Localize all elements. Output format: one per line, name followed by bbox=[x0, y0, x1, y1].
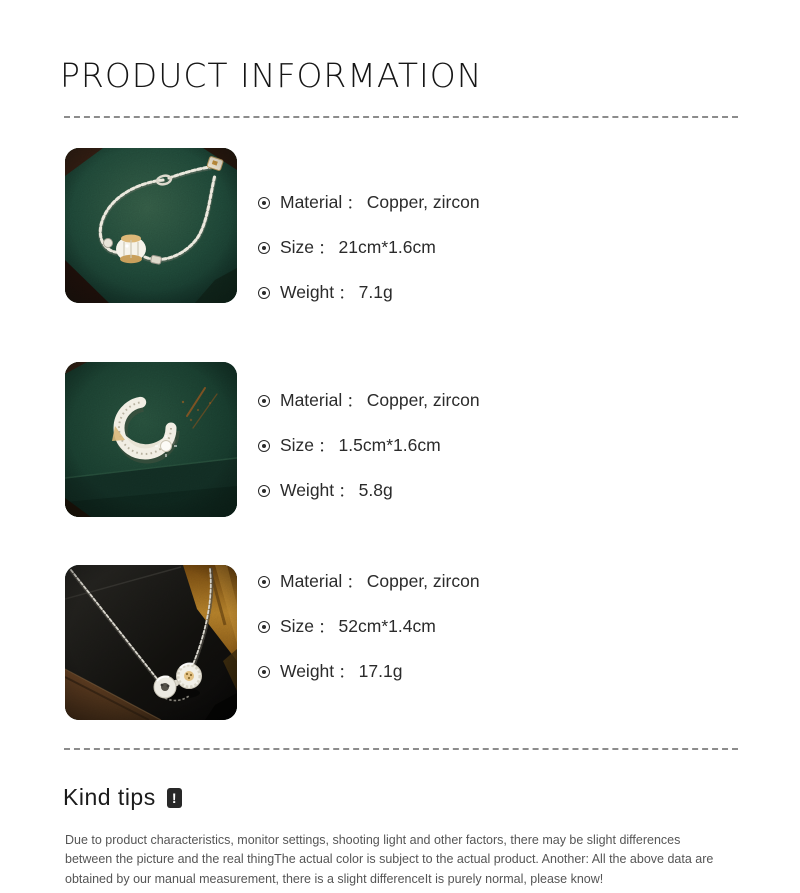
spec-value: 52cm*1.4cm bbox=[338, 616, 436, 636]
spec-value: 21cm*1.6cm bbox=[338, 237, 436, 257]
spec-colon: ： bbox=[346, 193, 364, 213]
kind-tips-heading-row bbox=[63, 784, 800, 811]
product-section-ear-cuff bbox=[65, 362, 800, 525]
spec-label: Size bbox=[280, 435, 315, 455]
circled-dot-icon bbox=[258, 287, 270, 299]
spec-row-size bbox=[258, 616, 480, 637]
spec-label: Weight bbox=[280, 282, 335, 302]
spec-colon: ： bbox=[318, 617, 336, 637]
spec-row-material bbox=[258, 571, 480, 592]
spec-value: Copper, zircon bbox=[366, 192, 480, 212]
spec-row-size bbox=[258, 435, 480, 456]
spec-row-material bbox=[258, 390, 480, 411]
circled-dot-icon bbox=[258, 666, 270, 678]
spec-colon: ： bbox=[318, 238, 336, 258]
spec-label: Material bbox=[280, 390, 343, 410]
spec-row-weight bbox=[258, 282, 480, 303]
spec-row-material bbox=[258, 192, 480, 213]
spec-label: Weight bbox=[280, 661, 335, 681]
spec-value: 1.5cm*1.6cm bbox=[338, 435, 441, 455]
circled-dot-icon bbox=[258, 485, 270, 497]
spec-colon: ： bbox=[318, 436, 336, 456]
kind-tips-section bbox=[63, 784, 800, 889]
ear-cuff-photo-illustration bbox=[65, 362, 237, 517]
kind-tips-body: Due to product characteristics, monitor settings, shooting light and other factors, there may be slight differences between the picture and the real thingThe actual color is subject to the actual product. Another: All the above data are obtained by our manual measurement, there is a slight differenceIt is purely normal, please know! bbox=[65, 833, 714, 886]
product-list bbox=[65, 148, 800, 720]
spec-label: Material bbox=[280, 571, 343, 591]
spec-colon: ： bbox=[346, 572, 364, 592]
kind-tips-title: Kind tips bbox=[63, 784, 156, 810]
spec-label: Size bbox=[280, 616, 315, 636]
product-photo-bracelet bbox=[65, 148, 237, 303]
product-section-bracelet bbox=[65, 148, 800, 327]
product-photo-necklace bbox=[65, 565, 237, 720]
spec-row-weight bbox=[258, 661, 480, 682]
bracelet-photo-illustration bbox=[65, 148, 237, 303]
spec-value: 5.8g bbox=[358, 480, 393, 500]
spec-list bbox=[258, 565, 480, 720]
circled-dot-icon bbox=[258, 621, 270, 633]
divider-top bbox=[64, 116, 738, 118]
circled-dot-icon bbox=[258, 197, 270, 209]
spec-colon: ： bbox=[338, 481, 356, 501]
spec-list bbox=[258, 362, 480, 525]
spec-label: Weight bbox=[280, 480, 335, 500]
spec-colon: ： bbox=[338, 662, 356, 682]
page-title: PRODUCT INFORMATION bbox=[60, 56, 483, 95]
spec-label: Size bbox=[280, 237, 315, 257]
spec-value: Copper, zircon bbox=[366, 571, 480, 591]
circled-dot-icon bbox=[258, 242, 270, 254]
exclamation-icon: ! bbox=[167, 788, 182, 808]
spec-row-size bbox=[258, 237, 480, 258]
product-photo-ear-cuff bbox=[65, 362, 237, 517]
spec-value: 17.1g bbox=[358, 661, 403, 681]
divider-bottom bbox=[64, 748, 738, 750]
spec-value: Copper, zircon bbox=[366, 390, 480, 410]
spec-list bbox=[258, 148, 480, 327]
necklace-photo-illustration bbox=[65, 565, 237, 720]
spec-value: 7.1g bbox=[358, 282, 393, 302]
circled-dot-icon bbox=[258, 440, 270, 452]
spec-colon: ： bbox=[338, 283, 356, 303]
spec-label: Material bbox=[280, 192, 343, 212]
circled-dot-icon bbox=[258, 576, 270, 588]
product-section-necklace bbox=[65, 565, 800, 720]
spec-row-weight bbox=[258, 480, 480, 501]
spec-colon: ： bbox=[346, 391, 364, 411]
circled-dot-icon bbox=[258, 395, 270, 407]
